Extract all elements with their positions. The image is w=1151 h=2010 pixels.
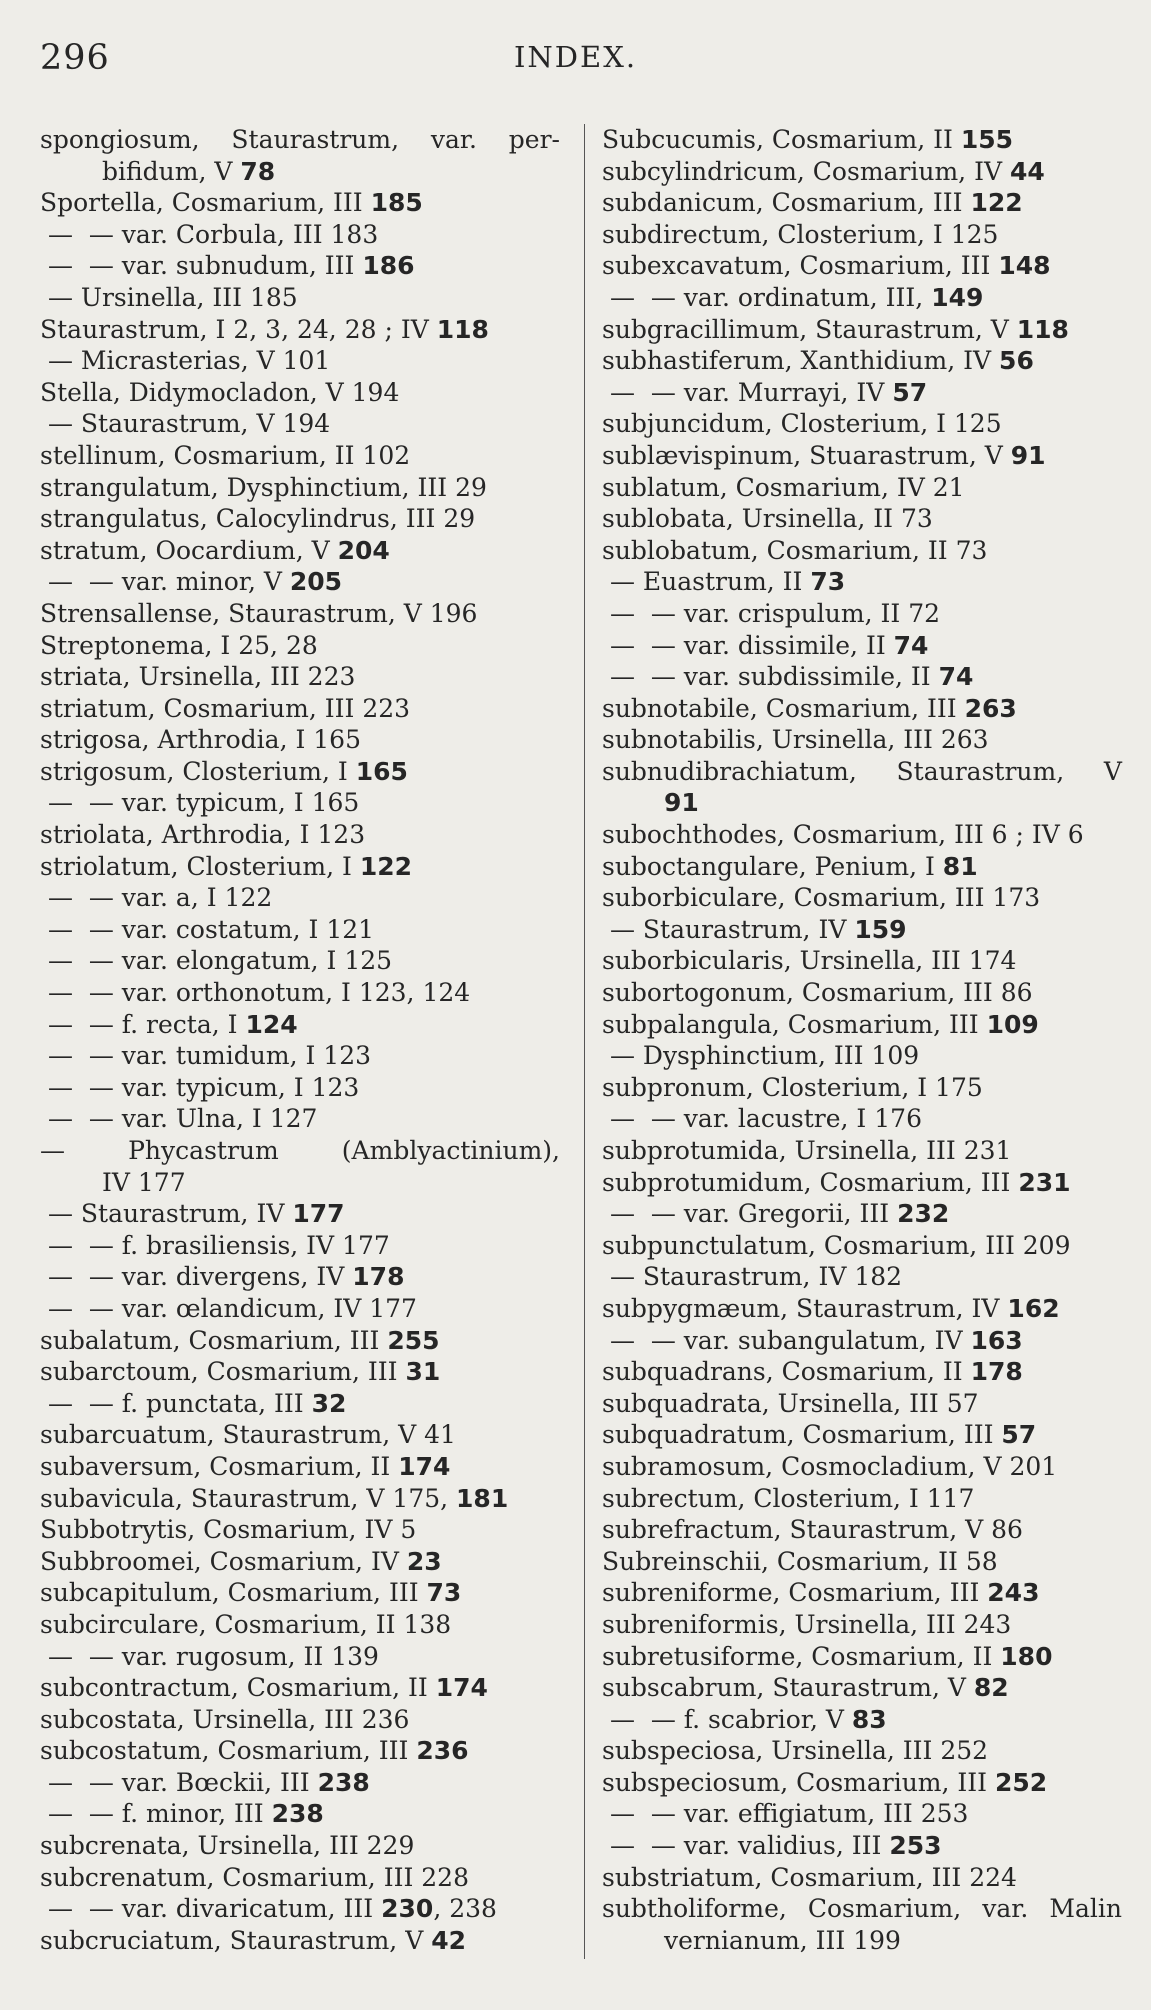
page-reference: 205 xyxy=(289,567,343,597)
entry-text: subdirectum, Closterium, I 125 xyxy=(602,219,999,249)
index-entry xyxy=(40,1546,560,1578)
page-reference: 155 xyxy=(960,125,1014,154)
index-entry xyxy=(602,756,1122,788)
index-entry xyxy=(40,1483,560,1515)
index-entry xyxy=(602,693,1122,725)
page-reference: 74 xyxy=(893,630,929,660)
entry-text: — — var. lacustre, I 176 xyxy=(602,1104,922,1134)
page-reference: 109 xyxy=(986,1009,1039,1039)
entry-text: subcostatum, Cosmarium, III xyxy=(40,1736,417,1766)
index-entry xyxy=(40,1388,560,1420)
entry-text: subalatum, Cosmarium, III xyxy=(40,1325,388,1355)
page-reference: 243 xyxy=(987,1578,1040,1608)
entry-text: subscabrum, Staurastrum, V xyxy=(602,1673,974,1703)
entry-text: subortogonum, Cosmarium, III 86 xyxy=(602,978,1033,1008)
page-reference: 44 xyxy=(1009,156,1045,186)
page-reference: 149 xyxy=(931,282,984,312)
page-reference: 163 xyxy=(970,1325,1023,1355)
index-entry xyxy=(602,882,1122,914)
index-entry xyxy=(602,535,1122,567)
index-entry xyxy=(602,1261,1122,1293)
index-entry xyxy=(602,1609,1122,1641)
entry-text: — — var. subnudum, III xyxy=(40,251,363,281)
index-entry xyxy=(602,1356,1122,1388)
index-entry xyxy=(602,977,1122,1009)
entry-text: subavicula, Staurastrum, V 175, xyxy=(40,1483,457,1513)
entry-text: — Staurastrum, IV xyxy=(602,914,855,944)
entry-text: sublatum, Cosmarium, IV 21 xyxy=(602,472,965,502)
index-entry xyxy=(602,314,1122,346)
entry-text: Streptonema, I 25, 28 xyxy=(40,630,318,660)
index-entry xyxy=(602,1704,1122,1736)
page-reference: 185 xyxy=(370,188,423,218)
index-entry xyxy=(602,1167,1122,1199)
index-entry xyxy=(40,1767,560,1799)
index-entry xyxy=(40,1198,560,1230)
index-entry xyxy=(40,1672,560,1704)
entry-text: IV 177 xyxy=(102,1167,186,1197)
index-entry xyxy=(40,503,560,535)
entry-text: subarcuatum, Staurastrum, V 41 xyxy=(40,1420,456,1450)
index-entry xyxy=(602,724,1122,756)
index-entry xyxy=(40,1419,560,1451)
index-entry xyxy=(40,1798,560,1830)
entry-text: subhastiferum, Xanthidium, IV xyxy=(602,346,1000,376)
index-entry xyxy=(602,598,1122,630)
index-entry xyxy=(40,282,560,314)
page-title: INDEX. xyxy=(513,40,638,74)
entry-text: — — var. Gregorii, III xyxy=(602,1199,898,1229)
entry-text: strangulatus, Calocylindrus, III 29 xyxy=(40,504,476,534)
entry-text: — — var. minor, V xyxy=(40,567,290,597)
index-entry xyxy=(40,1167,560,1199)
index-entry xyxy=(602,1893,1122,1925)
index-entry xyxy=(40,124,560,156)
entry-text: Stella, Didymocladon, V 194 xyxy=(40,377,400,407)
entry-text: subgracillimum, Staurastrum, V xyxy=(602,314,1017,344)
entry-text: — Euastrum, II xyxy=(602,567,811,597)
page-reference: 118 xyxy=(1016,314,1069,344)
index-entry xyxy=(40,1356,560,1388)
index-entry xyxy=(40,535,560,567)
page-reference: 238 xyxy=(317,1767,370,1797)
entry-text: suborbicularis, Ursinella, III 174 xyxy=(602,946,1017,976)
page-reference: 236 xyxy=(416,1736,469,1766)
page-reference: 255 xyxy=(387,1325,440,1355)
entry-text: — — f. recta, I xyxy=(40,1009,246,1039)
page-reference: 56 xyxy=(999,346,1034,376)
entry-text: subcruciatum, Staurastrum, V xyxy=(40,1925,432,1955)
entry-text: subrefractum, Staurastrum, V 86 xyxy=(602,1515,1023,1545)
entry-text: striata, Ursinella, III 223 xyxy=(40,662,356,692)
page-reference: 81 xyxy=(942,851,978,881)
entry-text: subcostata, Ursinella, III 236 xyxy=(40,1704,410,1734)
index-entry xyxy=(40,1103,560,1135)
index-entry xyxy=(40,1893,560,1925)
index-entry xyxy=(602,1419,1122,1451)
entry-text: suboctangulare, Penium, I xyxy=(602,851,943,881)
entry-text: — — var. effigiatum, III 253 xyxy=(602,1799,969,1829)
index-entry xyxy=(602,1198,1122,1230)
page-number: 296 xyxy=(40,38,110,78)
page-reference: 238 xyxy=(271,1799,324,1829)
index-entry xyxy=(40,882,560,914)
index-entry xyxy=(602,1672,1122,1704)
page-reference: 32 xyxy=(311,1388,347,1418)
index-entry xyxy=(40,440,560,472)
page-reference: 122 xyxy=(970,188,1023,218)
entry-text: vernianum, III 199 xyxy=(664,1925,901,1955)
entry-text: subprotumidum, Cosmarium, III xyxy=(602,1167,1019,1197)
entry-text: subcontractum, Cosmarium, II xyxy=(40,1673,436,1703)
entry-text: subcrenatum, Cosmarium, III 228 xyxy=(40,1862,469,1892)
index-entry xyxy=(40,1735,560,1767)
index-entry xyxy=(602,1483,1122,1515)
entry-text: subnudibrachiatum, Staurastrum, V xyxy=(602,756,1122,786)
page-reference: 204 xyxy=(337,535,390,565)
entry-text: — — var. typicum, I 165 xyxy=(40,788,360,818)
entry-text: subcapitulum, Cosmarium, III xyxy=(40,1578,427,1608)
page-reference: 230 xyxy=(381,1894,434,1924)
entry-text: subpalangula, Cosmarium, III xyxy=(602,1009,987,1039)
entry-text: Subcucumis, Cosmarium, II xyxy=(602,125,961,154)
index-entry xyxy=(602,472,1122,504)
entry-text: — — f. brasiliensis, IV 177 xyxy=(40,1230,390,1260)
entry-text: subnotabile, Cosmarium, III xyxy=(602,693,965,723)
entry-text: Subreinschii, Cosmarium, II 58 xyxy=(602,1546,998,1576)
page-reference: 177 xyxy=(292,1199,345,1229)
index-entry xyxy=(40,566,560,598)
index-entry xyxy=(602,914,1122,946)
index-entry xyxy=(40,1704,560,1736)
index-entry xyxy=(40,1609,560,1641)
entry-text: subspeciosum, Cosmarium, III xyxy=(602,1767,995,1797)
entry-text: subdanicum, Cosmarium, III xyxy=(602,188,971,218)
index-entry xyxy=(602,566,1122,598)
entry-text: sublobatum, Cosmarium, II 73 xyxy=(602,535,988,565)
index-entry xyxy=(40,914,560,946)
index-entry xyxy=(602,282,1122,314)
entry-text: — — var. rugosum, II 139 xyxy=(40,1641,379,1671)
entry-text: sublobata, Ursinella, II 73 xyxy=(602,504,933,534)
entry-text: — Micrasterias, V 101 xyxy=(40,346,331,376)
page-reference: 174 xyxy=(398,1451,451,1481)
entry-text: subcylindricum, Cosmarium, IV xyxy=(602,156,1010,186)
entry-text: — — var. divergens, IV xyxy=(40,1262,353,1292)
index-entry xyxy=(40,314,560,346)
index-entry xyxy=(602,440,1122,472)
page-reference: 162 xyxy=(1007,1293,1060,1323)
index-entry xyxy=(602,1135,1122,1167)
page-reference: 231 xyxy=(1018,1167,1071,1197)
index-entry xyxy=(40,1072,560,1104)
index-entry xyxy=(602,1072,1122,1104)
index-entry xyxy=(602,1546,1122,1578)
index-entry xyxy=(602,1735,1122,1767)
entry-text: — — f. minor, III xyxy=(40,1799,272,1829)
page-reference: 253 xyxy=(889,1831,942,1861)
page-reference: 82 xyxy=(973,1673,1009,1703)
entry-text: subprotumida, Ursinella, III 231 xyxy=(602,1136,1012,1165)
index-entry xyxy=(602,1325,1122,1357)
entry-text: — Staurastrum, IV 182 xyxy=(602,1262,903,1292)
index-entry xyxy=(40,1293,560,1325)
entry-text: subochthodes, Cosmarium, III 6 ; IV 6 xyxy=(602,820,1084,850)
entry-text: striatum, Cosmarium, III 223 xyxy=(40,693,411,723)
entry-text: sublævispinum, Stuarastrum, V xyxy=(602,440,1011,470)
index-entry xyxy=(602,250,1122,282)
page-reference: 91 xyxy=(664,788,699,818)
index-entry xyxy=(40,1641,560,1673)
entry-text: subcirculare, Cosmarium, II 138 xyxy=(40,1609,452,1639)
entry-text: subtholiforme, Cosmarium, var. Malin xyxy=(602,1894,1122,1924)
index-entry xyxy=(602,1230,1122,1262)
index-entry xyxy=(40,693,560,725)
entry-text: — — var. typicum, I 123 xyxy=(40,1072,360,1102)
page-reference: 73 xyxy=(810,567,846,597)
index-entry xyxy=(40,156,560,188)
index-entry xyxy=(40,1451,560,1483)
index-entry xyxy=(602,787,1122,819)
page-reference: 148 xyxy=(998,251,1051,281)
index-entry xyxy=(40,1830,560,1862)
page-reference: 165 xyxy=(355,756,408,786)
entry-text: strangulatum, Dysphinctium, III 29 xyxy=(40,472,487,502)
entry-text: — — f. punctata, III xyxy=(40,1388,312,1418)
entry-text: strigosa, Arthrodia, I 165 xyxy=(40,725,361,755)
page-reference: 124 xyxy=(245,1009,298,1039)
entry-text: subrectum, Closterium, I 117 xyxy=(602,1483,975,1513)
index-entry xyxy=(40,945,560,977)
page-reference: 174 xyxy=(435,1673,488,1703)
index-entry xyxy=(40,1009,560,1041)
index-entry xyxy=(40,1925,560,1957)
index-entry xyxy=(40,219,560,251)
entry-text: — — var. subdissimile, II xyxy=(602,662,939,692)
index-entry xyxy=(602,661,1122,693)
entry-text: subexcavatum, Cosmarium, III xyxy=(602,251,999,281)
index-entry xyxy=(40,1325,560,1357)
index-entry xyxy=(40,661,560,693)
index-entry xyxy=(602,630,1122,662)
entry-text: — Staurastrum, V 194 xyxy=(40,409,331,439)
index-entry xyxy=(40,851,560,883)
index-entry xyxy=(602,1388,1122,1420)
index-entry xyxy=(602,1925,1122,1957)
index-entry xyxy=(602,1641,1122,1673)
entry-text: subramosum, Cosmocladium, V 201 xyxy=(602,1451,1058,1481)
index-entry xyxy=(602,345,1122,377)
index-entry xyxy=(602,1451,1122,1483)
index-entry xyxy=(602,1514,1122,1546)
index-entry xyxy=(602,945,1122,977)
entry-text: — Phycastrum (Amblyactinium), xyxy=(40,1136,560,1165)
entry-text: — — f. scabrior, V xyxy=(602,1704,852,1734)
entry-text: Subbroomei, Cosmarium, IV xyxy=(40,1546,407,1576)
index-entry xyxy=(602,408,1122,440)
entry-text: subpygmæum, Staurastrum, IV xyxy=(602,1293,1008,1323)
index-entry xyxy=(602,187,1122,219)
entry-text: Staurastrum, I 2, 3, 24, 28 ; IV xyxy=(40,314,437,344)
entry-text: — — var. elongatum, I 125 xyxy=(40,946,393,976)
entry-text: strigosum, Closterium, I xyxy=(40,756,356,786)
entry-text: subpunctulatum, Cosmarium, III 209 xyxy=(602,1230,1071,1260)
index-column-right xyxy=(602,124,1122,1956)
index-entry xyxy=(602,156,1122,188)
page-reference: 232 xyxy=(897,1199,950,1229)
index-entry xyxy=(40,819,560,851)
page-reference: 91 xyxy=(1010,440,1046,470)
entry-text: — — var. orthonotum, I 123, 124 xyxy=(40,978,471,1008)
entry-text: striolata, Arthrodia, I 123 xyxy=(40,820,366,850)
page-reference: 178 xyxy=(970,1357,1023,1387)
entry-text: — — var. subangulatum, IV xyxy=(602,1325,971,1355)
index-entry xyxy=(40,1135,560,1167)
entry-text: subnotabilis, Ursinella, III 263 xyxy=(602,725,989,755)
entry-text: — — var. œlandicum, IV 177 xyxy=(40,1293,417,1323)
entry-text: subquadrans, Cosmarium, II xyxy=(602,1357,971,1387)
index-entry xyxy=(602,124,1122,156)
index-entry xyxy=(602,1009,1122,1041)
index-column-left xyxy=(40,124,560,1956)
page-reference: 263 xyxy=(964,693,1017,723)
index-entry xyxy=(602,1830,1122,1862)
entry-text: striolatum, Closterium, I xyxy=(40,851,360,881)
index-entry xyxy=(602,503,1122,535)
page-reference: 118 xyxy=(436,314,489,344)
page-reference: 42 xyxy=(431,1925,466,1955)
index-entry xyxy=(602,1798,1122,1830)
entry-text: — — var. ordinatum, III, xyxy=(602,282,932,312)
entry-text: — — var. costatum, I 121 xyxy=(40,914,375,944)
index-entry xyxy=(40,345,560,377)
entry-text: — — var. validius, III xyxy=(602,1831,890,1861)
page-reference: 57 xyxy=(1001,1420,1037,1450)
entry-text: stratum, Oocardium, V xyxy=(40,535,338,565)
index-entry xyxy=(602,819,1122,851)
entry-text: subcrenata, Ursinella, III 229 xyxy=(40,1831,415,1861)
page-reference: 180 xyxy=(1000,1641,1053,1671)
index-entry xyxy=(40,630,560,662)
entry-text: subquadratum, Cosmarium, III xyxy=(602,1420,1002,1450)
index-entry xyxy=(40,598,560,630)
entry-text: subarctoum, Cosmarium, III xyxy=(40,1357,406,1387)
entry-text: — Dysphinctium, III 109 xyxy=(602,1041,920,1071)
entry-text: suborbiculare, Cosmarium, III 173 xyxy=(602,883,1041,913)
index-entry xyxy=(602,219,1122,251)
entry-text: subretusiforme, Cosmarium, II xyxy=(602,1641,1001,1671)
index-entry xyxy=(40,377,560,409)
index-entry xyxy=(40,1230,560,1262)
entry-text: subreniforme, Cosmarium, III xyxy=(602,1578,988,1608)
entry-text: — Staurastrum, IV xyxy=(40,1199,293,1229)
entry-text: Sportella, Cosmarium, III xyxy=(40,188,371,218)
index-entry xyxy=(40,1261,560,1293)
entry-text: stellinum, Cosmarium, II 102 xyxy=(40,440,411,470)
index-entry xyxy=(40,408,560,440)
page-reference: 159 xyxy=(854,914,907,944)
index-entry xyxy=(602,1862,1122,1894)
entry-text: Strensallense, Staurastrum, V 196 xyxy=(40,598,478,628)
entry-text: substriatum, Cosmarium, III 224 xyxy=(602,1862,1017,1892)
entry-text: subreniformis, Ursinella, III 243 xyxy=(602,1609,1012,1639)
index-entry xyxy=(40,724,560,756)
page-reference: 73 xyxy=(426,1578,462,1608)
page-reference: 57 xyxy=(892,377,928,407)
index-entry xyxy=(602,1767,1122,1799)
index-entry xyxy=(40,787,560,819)
index-entry xyxy=(602,377,1122,409)
page-reference: 83 xyxy=(851,1704,887,1734)
entry-text: subpronum, Closterium, I 175 xyxy=(602,1072,983,1102)
index-entry xyxy=(40,1514,560,1546)
entry-text: — — var. divaricatum, III xyxy=(40,1894,382,1924)
page-reference: 74 xyxy=(938,662,974,692)
index-entry xyxy=(602,1577,1122,1609)
index-entry xyxy=(602,1040,1122,1072)
entry-text: spongiosum, Staurastrum, var. per- xyxy=(40,125,560,154)
entry-text: bifidum, V xyxy=(102,156,241,186)
index-entry xyxy=(40,1040,560,1072)
entry-text: subaversum, Cosmarium, II xyxy=(40,1451,399,1481)
entry-text: subspeciosa, Ursinella, III 252 xyxy=(602,1736,989,1766)
index-entry xyxy=(602,1103,1122,1135)
page-reference: 186 xyxy=(362,251,415,281)
page-reference: 181 xyxy=(456,1483,509,1513)
entry-text: — Ursinella, III 185 xyxy=(40,282,298,312)
index-entry xyxy=(40,187,560,219)
entry-text: — — var. a, I 122 xyxy=(40,883,273,913)
index-entry xyxy=(602,1293,1122,1325)
entry-text: — — var. Ulna, I 127 xyxy=(40,1104,318,1134)
entry-text: — — var. Bœckii, III xyxy=(40,1767,318,1797)
page-reference: 122 xyxy=(359,851,413,881)
entry-text: — — var. dissimile, II xyxy=(602,630,894,660)
index-entry xyxy=(40,1862,560,1894)
page-reference: 252 xyxy=(994,1767,1048,1797)
index-entry xyxy=(40,472,560,504)
index-entry xyxy=(40,250,560,282)
entry-text: subquadrata, Ursinella, III 57 xyxy=(602,1388,979,1418)
page-reference: 178 xyxy=(352,1262,405,1292)
column-divider xyxy=(584,124,585,1959)
entry-text: Subbotrytis, Cosmarium, IV 5 xyxy=(40,1515,417,1545)
entry-text: — — var. Murrayi, IV xyxy=(602,377,893,407)
index-entry xyxy=(40,1577,560,1609)
entry-text: — — var. tumidum, I 123 xyxy=(40,1041,372,1071)
index-entry xyxy=(602,851,1122,883)
index-entry xyxy=(40,756,560,788)
entry-text: subjuncidum, Closterium, I 125 xyxy=(602,409,1002,439)
page-reference: 23 xyxy=(406,1546,442,1576)
page-reference: 78 xyxy=(240,156,276,186)
page-reference: 31 xyxy=(405,1357,441,1387)
entry-text: — — var. Corbula, III 183 xyxy=(40,219,379,249)
entry-text: — — var. crispulum, II 72 xyxy=(602,598,941,628)
index-entry xyxy=(40,977,560,1009)
entry-text: , 238 xyxy=(433,1894,497,1924)
